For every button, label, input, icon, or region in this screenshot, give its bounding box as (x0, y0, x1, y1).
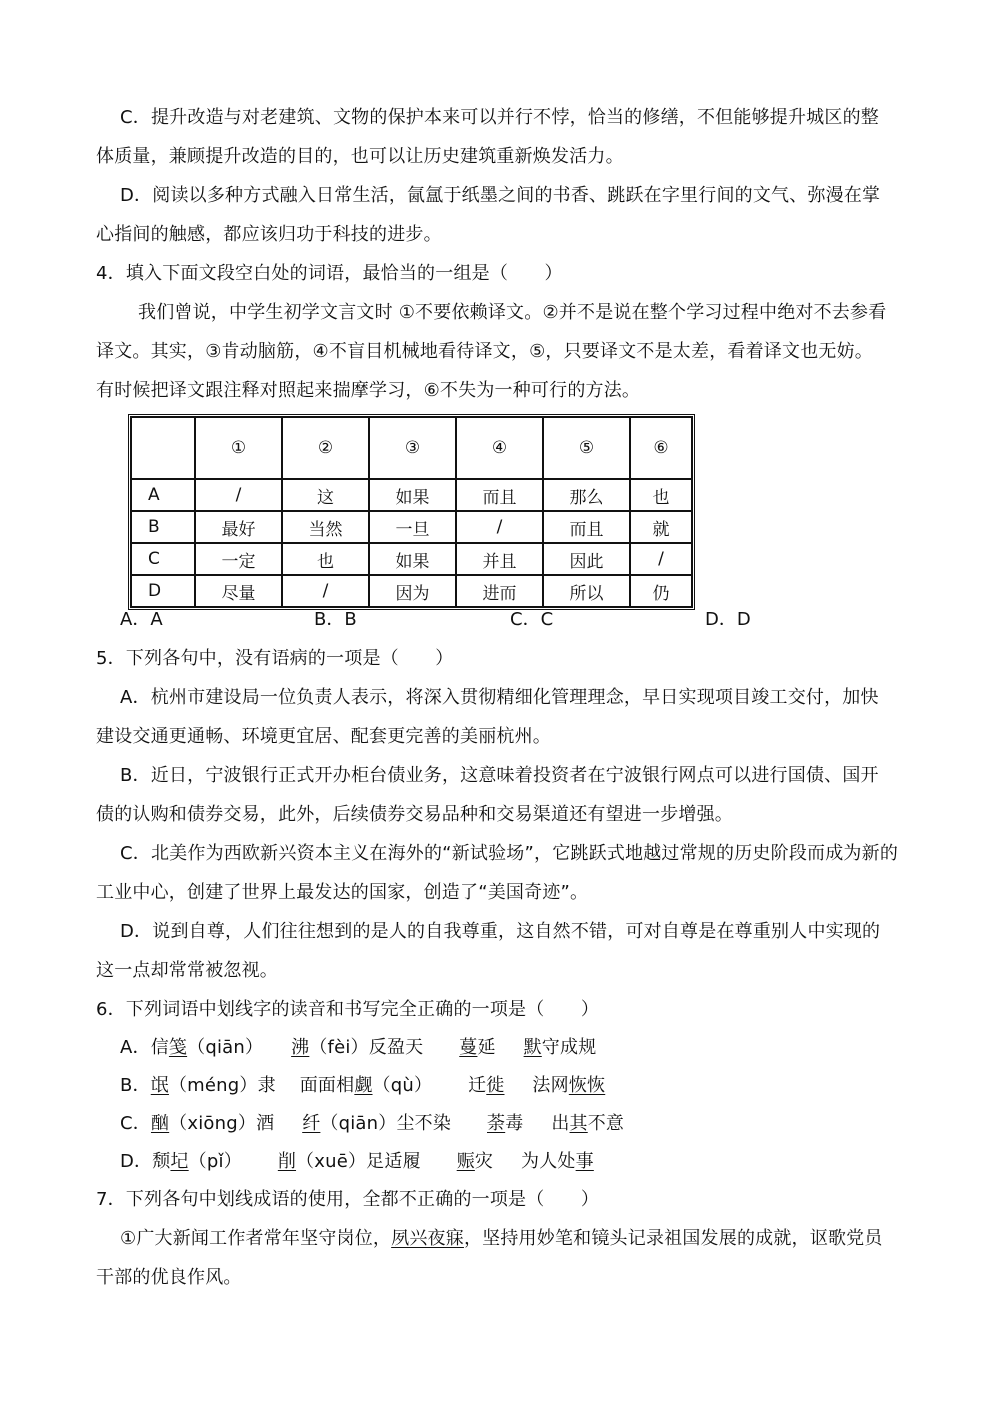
table-cell: 一定 (195, 543, 282, 575)
table-cell: 那么 (543, 479, 630, 511)
q6-option-a[interactable] (120, 1036, 596, 1060)
table-cell: 也 (282, 543, 369, 575)
word-text: 灾 (474, 1151, 494, 1172)
q6-option-c[interactable] (120, 1112, 624, 1136)
q5-option-c-line2: 工业中心，创建了世界上最发达的国家，创造了“美国奇迹”。 (96, 882, 589, 903)
word-text: （fèi）反盈天 (309, 1037, 424, 1058)
table-row (131, 511, 692, 543)
table-header-cell: ⑥ (630, 417, 692, 479)
option-label: C． (120, 1113, 151, 1134)
underlined-char: 酗 (150, 1113, 170, 1134)
q5-option-b-line2: 债的认购和债券交易，此外，后续债券交易品种和交易渠道还有望进一步增强。 (96, 804, 733, 825)
underlined-char: 纤 (302, 1113, 321, 1134)
underlined-char: 徙 (486, 1075, 505, 1096)
table-cell: 并且 (456, 543, 543, 575)
table-cell: 也 (630, 479, 692, 511)
q5-option-a-line2: 建设交通更通畅、环境更宜居、配套更完善的美丽杭州。 (96, 726, 551, 747)
table-cell: 就 (630, 511, 692, 543)
table-cell: 因此 (543, 543, 630, 575)
table-cell: / (195, 479, 282, 511)
q4-passage-line1: 我们曾说，中学生初学文言文时 ①不要依赖译文。②并不是说在整个学习过程中绝对不去参看 (138, 302, 887, 323)
q5-stem: 5．下列各句中，没有语病的一项是（ ） (96, 648, 454, 669)
table-cell: 如果 (369, 543, 456, 575)
underlined-char: 笺 (168, 1037, 188, 1058)
table-cell: A (131, 479, 195, 511)
option-label: B． (120, 1075, 151, 1096)
table-cell: 这 (282, 479, 369, 511)
table-cell: / (630, 543, 692, 575)
underlined-char: 觑 (354, 1075, 373, 1096)
q7-sentence-1-line2: 干部的优良作风。 (96, 1267, 242, 1288)
q5-option-d-line1[interactable]: D．说到自尊，人们往往想到的是人的自我尊重，这自然不错，可对自尊是在尊重别人中实现的 (120, 921, 881, 942)
table-cell: 进而 (456, 575, 543, 607)
table-cell: C (131, 543, 195, 575)
underlined-char: 事 (575, 1151, 594, 1172)
underlined-char: 蔓 (459, 1037, 478, 1058)
table-header-cell: ① (195, 417, 282, 479)
table-cell: 而且 (456, 479, 543, 511)
q5-option-a-line1[interactable]: A．杭州市建设局一位负责人表示，将深入贯彻精细化管理理念，早日实现项目竣工交付，加快 (120, 687, 879, 708)
underlined-idiom: 夙兴夜寐 (391, 1228, 464, 1249)
q4-option-d[interactable]: D．D (705, 609, 751, 630)
underlined-char: 削 (277, 1151, 297, 1172)
underlined-char: 沸 (291, 1037, 310, 1058)
word-text: 出 (551, 1113, 570, 1134)
word-text: 不意 (587, 1113, 625, 1134)
table-cell: D (131, 575, 195, 607)
q5-option-d-line2: 这一点却常常被忽视。 (96, 960, 278, 981)
table-cell: 尽量 (195, 575, 282, 607)
q4-passage-line2: 译文。其实，③肯动脑筋，④不盲目机械地看待译文，⑤，只要译文不是太差，看着译文也无妨。 (96, 341, 874, 362)
underlined-char: 恢恢 (568, 1075, 606, 1096)
table-cell: 如果 (369, 479, 456, 511)
word-text: 为人处 (521, 1151, 576, 1172)
word-text: 守成规 (541, 1037, 597, 1058)
table-cell: 仍 (630, 575, 692, 607)
word-text: 信 (150, 1037, 169, 1058)
underlined-char: 荼 (487, 1113, 506, 1134)
word-text: （xiōng）酒 (169, 1113, 275, 1134)
word-text: 法网 (532, 1075, 569, 1096)
table-header-cell (131, 417, 195, 479)
q4-stem: 4．填入下面文段空白处的词语，最恰当的一组是（ ） (96, 263, 563, 284)
table-row (131, 479, 692, 511)
table-cell: 当然 (282, 511, 369, 543)
q5-option-c-line1[interactable]: C．北美作为西欧新兴资本主义在海外的“新试验场”，它跳跃式地越过常规的历史阶段而成为新的 (120, 843, 899, 864)
word-text: 颓 (152, 1151, 171, 1172)
option-label: D． (120, 1151, 153, 1172)
sentence-text: ①广大新闻工作者常年坚守岗位， (120, 1228, 392, 1249)
word-text: 迁 (468, 1075, 487, 1096)
sentence-text: ，坚持用妙笔和镜头记录祖国发展的成就，讴歌党员 (463, 1228, 883, 1249)
q6-option-d[interactable] (120, 1150, 594, 1174)
underlined-char: 赈 (456, 1151, 475, 1172)
underlined-char: 氓 (150, 1075, 169, 1096)
q3-option-d-line1: D．阅读以多种方式融入日常生活，氤氲于纸墨之间的书香、跳跃在字里行间的文气、弥漫在掌 (120, 185, 881, 206)
word-text: （méng）隶 (168, 1075, 276, 1096)
word-text: （xuē）足适履 (296, 1151, 421, 1172)
word-text: 毒 (505, 1113, 524, 1134)
table-cell: / (456, 511, 543, 543)
q3-option-d-line2: 心指间的触感，都应该归功于科技的进步。 (96, 224, 442, 245)
table-cell: 而且 (543, 511, 630, 543)
q7-sentence-1-line1 (120, 1227, 883, 1251)
underlined-char: 其 (569, 1113, 588, 1134)
underlined-char: 默 (523, 1037, 542, 1058)
word-text: 延 (477, 1037, 496, 1058)
q6-stem: 6．下列词语中划线字的读音和书写完全正确的一项是（ ） (96, 999, 600, 1020)
word-text: （qiān）尘不染 (320, 1113, 452, 1134)
table-cell: / (282, 575, 369, 607)
q4-answer-table (128, 414, 695, 610)
word-text: （qiān） (187, 1037, 264, 1058)
word-text: （pǐ） (188, 1151, 242, 1172)
table-header-row (131, 417, 692, 479)
q4-option-b[interactable]: B．B (314, 609, 357, 630)
q4-option-c[interactable]: C．C (510, 609, 554, 630)
underlined-char: 圮 (170, 1151, 189, 1172)
table-cell: 一旦 (369, 511, 456, 543)
q6-option-b[interactable] (120, 1074, 605, 1098)
table-cell: 最好 (195, 511, 282, 543)
table-header-cell: ⑤ (543, 417, 630, 479)
q4-option-a[interactable]: A．A (120, 609, 163, 630)
q3-option-c-line2: 体质量，兼顾提升改造的目的，也可以让历史建筑重新焕发活力。 (96, 146, 624, 167)
q4-passage-line3: 有时候把译文跟注释对照起来揣摩学习，⑥不失为一种可行的方法。 (96, 380, 641, 401)
table-cell: B (131, 511, 195, 543)
word-text: 面面相 (299, 1075, 355, 1096)
table-header-cell: ② (282, 417, 369, 479)
q5-option-b-line1[interactable]: B．近日，宁波银行正式开办柜台债业务，这意味着投资者在宁波银行网点可以进行国债、国开 (120, 765, 879, 786)
table-cell: 所以 (543, 575, 630, 607)
q7-stem: 7．下列各句中划线成语的使用，全都不正确的一项是（ ） (96, 1189, 600, 1210)
q3-option-c-line1: C．提升改造与对老建筑、文物的保护本来可以并行不悖，恰当的修缮，不但能够提升城区的整 (120, 107, 879, 128)
option-label: A． (120, 1037, 151, 1058)
word-text: （qù） (372, 1075, 433, 1096)
table-header-cell: ③ (369, 417, 456, 479)
table-header-cell: ④ (456, 417, 543, 479)
table-row (131, 543, 692, 575)
table-row (131, 575, 692, 607)
table-cell: 因为 (369, 575, 456, 607)
